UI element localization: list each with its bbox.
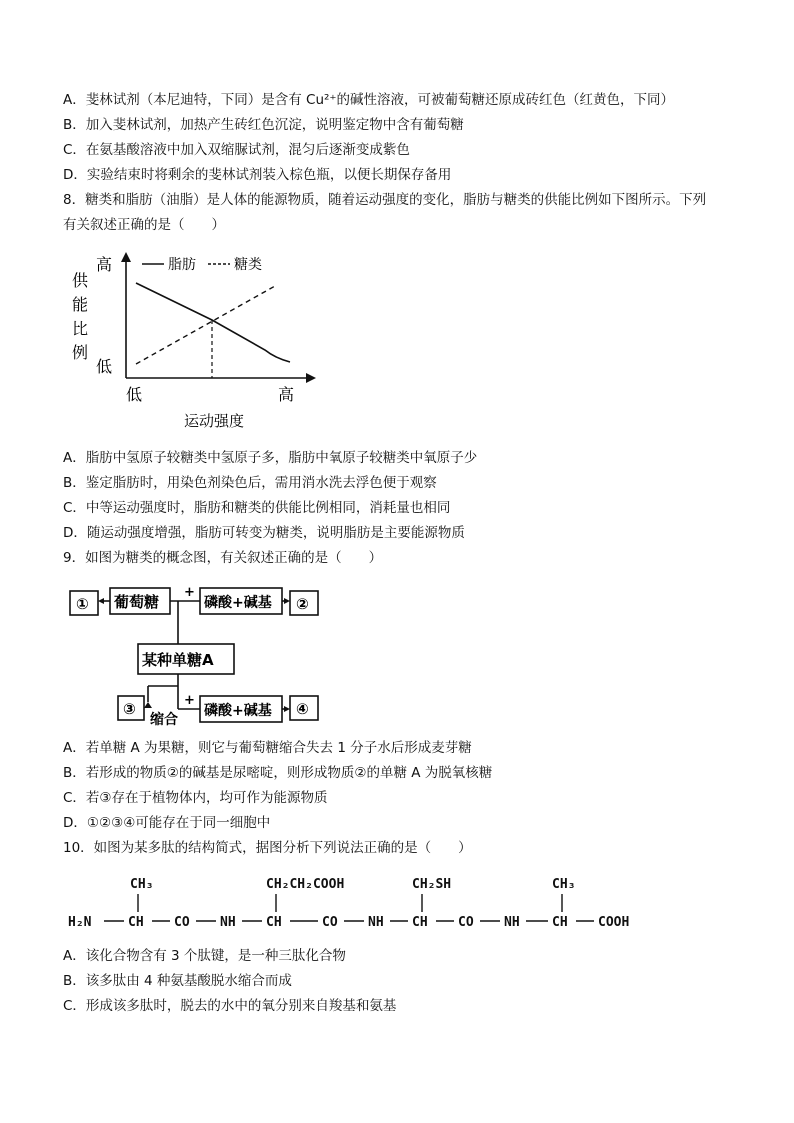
monosaccharide-label: 某种单糖A <box>142 651 214 669</box>
plus-top: + <box>184 585 195 600</box>
plus-bottom: + <box>184 693 195 708</box>
sugar-line <box>136 286 275 364</box>
q8-option-d: D．随运动强度增强，脂肪可转变为糖类，说明脂肪是主要能源物质 <box>63 525 465 541</box>
ch-1: CH <box>128 915 144 930</box>
q8-option-c: C．中等运动强度时，脂肪和糖类的供能比例相同，消耗量也相同 <box>63 500 451 516</box>
ch-4: CH <box>552 915 568 930</box>
fat-curve <box>136 283 290 362</box>
y-low-label: 低 <box>96 357 113 376</box>
cooh-label: COOH <box>598 915 630 930</box>
y-label-char-1: 供 <box>72 271 89 290</box>
q7-option-b: B．加入斐林试剂，加热产生砖红色沉淀，说明鉴定物中含有葡萄糖 <box>63 117 464 133</box>
q9-option-a: A．若单糖 A 为果糖，则它与葡萄糖缩合失去 1 分子水后形成麦芽糖 <box>63 740 472 756</box>
circle-2-label: ② <box>296 595 309 613</box>
glucose-label: 葡萄糖 <box>114 593 160 611</box>
y-label-char-2: 能 <box>72 295 89 314</box>
q9-option-d: D．①②③④可能存在于同一细胞中 <box>63 815 271 831</box>
q10-stem: 10．如图为某多肽的结构简式，据图分析下列说法正确的是（ ） <box>63 840 472 856</box>
co-1: CO <box>174 915 190 930</box>
q8-energy-chart <box>60 248 330 438</box>
circle-4-label: ④ <box>296 700 309 718</box>
ch-2: CH <box>266 915 282 930</box>
q10-peptide-formula <box>66 872 646 934</box>
q9-option-c: C．若③存在于植物体内，均可作为能源物质 <box>63 790 328 806</box>
circle-3-label: ③ <box>123 700 136 718</box>
q10-option-a: A．该化合物含有 3 个肽键，是一种三肽化合物 <box>63 948 346 964</box>
q9-stem: 9．如图为糖类的概念图，有关叙述正确的是（ ） <box>63 550 383 566</box>
q10-option-b: B．该多肽由 4 种氨基酸脱水缩合而成 <box>63 973 292 989</box>
nh-1: NH <box>220 915 236 930</box>
x-axis-arrow <box>306 373 316 383</box>
legend-sugar: 糖类 <box>234 257 262 273</box>
x-axis-label: 运动强度 <box>184 412 245 430</box>
legend-fat: 脂肪 <box>168 257 196 273</box>
r1-label: CH₃ <box>130 877 154 892</box>
x-high-label: 高 <box>278 385 295 404</box>
q10-option-c: C．形成该多肽时，脱去的水中的氧分别来自羧基和氨基 <box>63 998 397 1014</box>
circle-1-label: ① <box>76 595 89 613</box>
r2-label: CH₂CH₂COOH <box>266 877 345 892</box>
nh-3: NH <box>504 915 520 930</box>
nh-2: NH <box>368 915 384 930</box>
phos-base-bottom-label: 磷酸+碱基 <box>204 703 272 719</box>
q7-option-a: A．斐林试剂（本尼迪特，下同）是含有 Cu²⁺的碱性溶液，可被葡萄糖还原成砖红色（红黄色，下同） <box>63 92 675 108</box>
q7-option-d: D．实验结束时将剩余的斐林试剂装入棕色瓶，以便长期保存备用 <box>63 167 452 183</box>
q9-concept-map <box>66 582 326 730</box>
q8-stem-line1: 8．糖类和脂肪（油脂）是人体的能源物质，随着运动强度的变化，脂肪与糖类的供能比例如下图所示。下列 <box>63 192 707 208</box>
q8-option-a: A．脂肪中氢原子较糖类中氢原子多，脂肪中氧原子较糖类中氧原子少 <box>63 450 478 466</box>
r3-label: CH₂SH <box>412 877 452 892</box>
y-label-char-3: 比 <box>72 319 89 338</box>
x-low-label: 低 <box>126 385 143 404</box>
q9-option-b: B．若形成的物质②的碱基是尿嘧啶，则形成物质②的单糖 A 为脱氧核糖 <box>63 765 493 781</box>
co-3: CO <box>458 915 474 930</box>
condense-label: 缩合 <box>150 712 178 728</box>
q7-option-c: C．在氨基酸溶液中加入双缩脲试剂，混匀后逐渐变成紫色 <box>63 142 410 158</box>
co-2: CO <box>322 915 338 930</box>
q8-stem-line2: 有关叙述正确的是（ ） <box>63 217 225 233</box>
y-axis-arrow <box>121 252 131 262</box>
q8-option-b: B．鉴定脂肪时，用染色剂染色后，需用消水洗去浮色便于观察 <box>63 475 437 491</box>
y-label-char-4: 例 <box>72 343 89 362</box>
y-high-label: 高 <box>96 255 113 274</box>
h2n-label: H₂N <box>68 915 92 930</box>
ch-3: CH <box>412 915 428 930</box>
r4-label: CH₃ <box>552 877 576 892</box>
phos-base-top-label: 磷酸+碱基 <box>204 595 272 611</box>
